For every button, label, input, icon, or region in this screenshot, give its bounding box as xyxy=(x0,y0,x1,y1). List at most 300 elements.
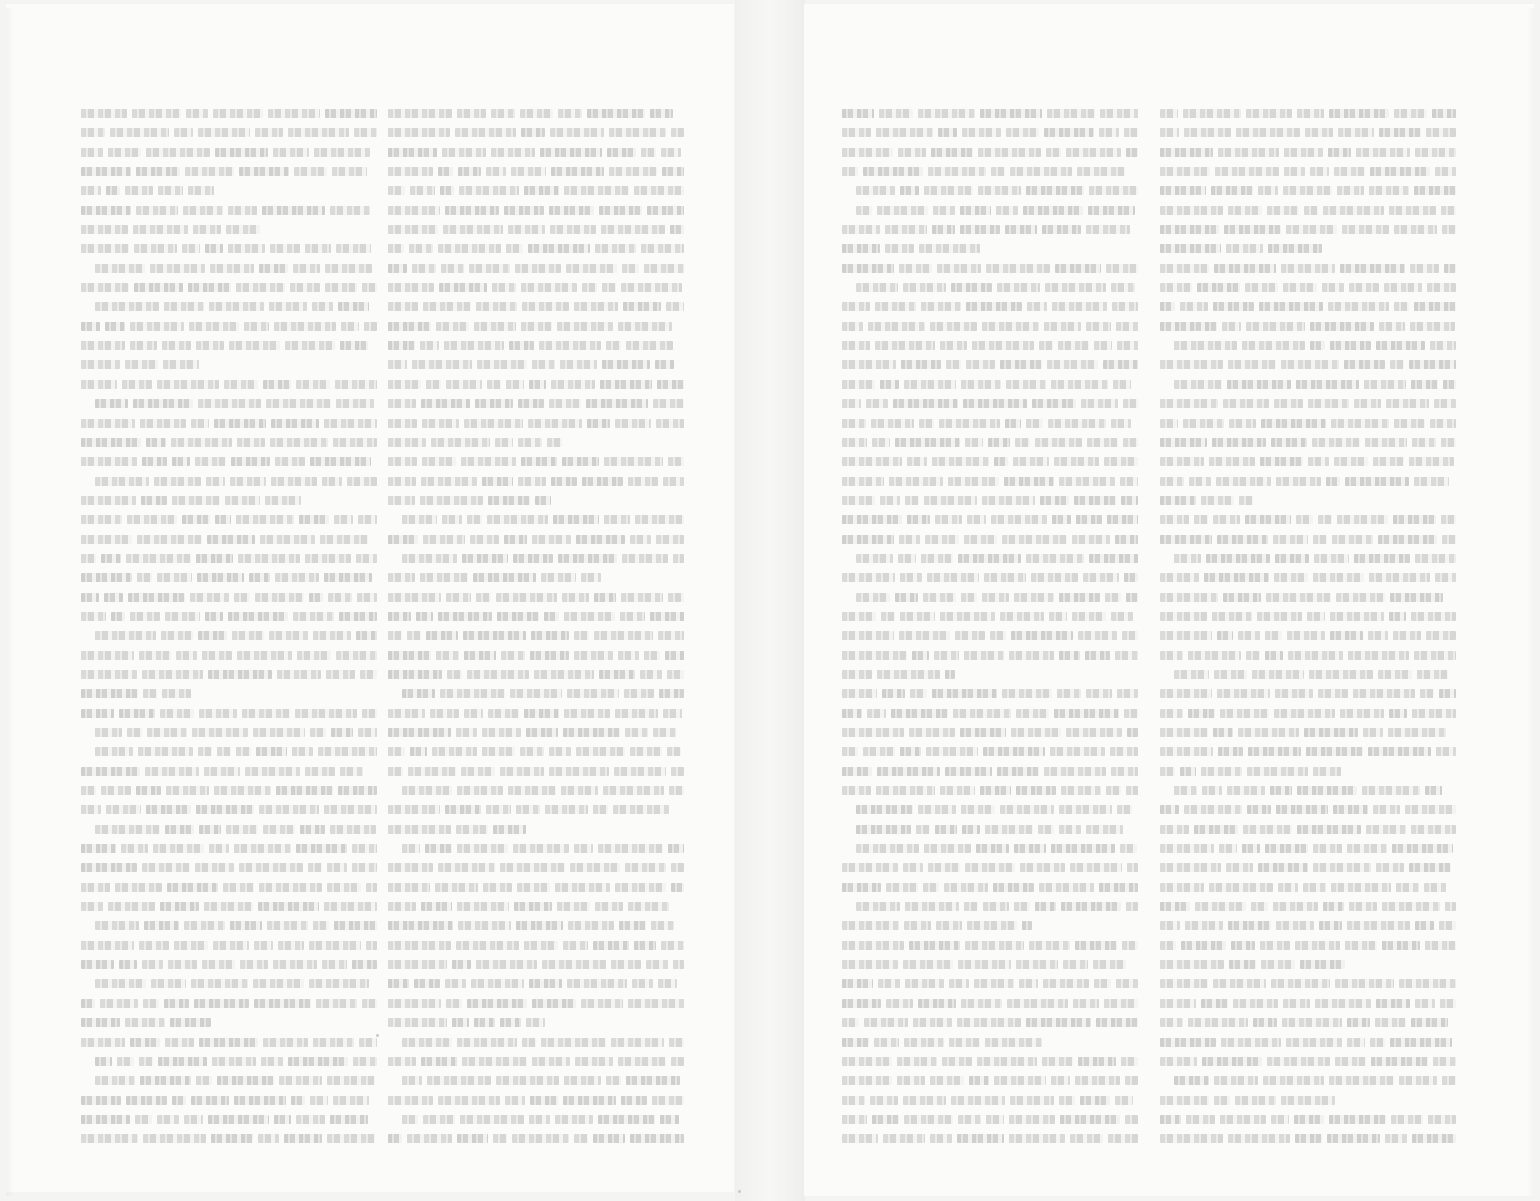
illegible-word xyxy=(1370,167,1430,176)
illegible-word xyxy=(184,921,225,930)
illegible-word xyxy=(1335,1057,1366,1066)
illegible-word xyxy=(1444,264,1456,273)
illegible-word xyxy=(170,1018,211,1027)
illegible-word xyxy=(842,360,896,369)
illegible-text-line xyxy=(81,394,377,413)
illegible-word xyxy=(388,167,433,176)
illegible-text-line xyxy=(388,916,684,935)
illegible-word xyxy=(1086,689,1112,698)
illegible-text-line xyxy=(81,375,377,394)
illegible-word xyxy=(622,264,639,273)
illegible-word xyxy=(842,341,870,350)
illegible-word xyxy=(541,1038,606,1047)
illegible-word xyxy=(274,322,336,331)
illegible-text-line xyxy=(81,414,377,433)
illegible-word xyxy=(285,341,335,350)
illegible-word xyxy=(876,128,933,137)
illegible-word xyxy=(234,593,250,602)
illegible-word xyxy=(1160,283,1192,292)
illegible-word xyxy=(599,206,642,215)
illegible-word xyxy=(1296,380,1359,389)
illegible-word xyxy=(100,999,138,1008)
illegible-word xyxy=(137,535,202,544)
illegible-text-line xyxy=(81,626,377,645)
illegible-word xyxy=(521,322,552,331)
illegible-word xyxy=(441,264,464,273)
illegible-word xyxy=(923,883,939,892)
illegible-word xyxy=(1228,1134,1290,1143)
illegible-word xyxy=(416,612,433,621)
illegible-text-line xyxy=(81,278,377,297)
illegible-word xyxy=(877,767,940,776)
illegible-text-line xyxy=(1160,259,1456,278)
illegible-word xyxy=(1050,747,1105,756)
illegible-word xyxy=(388,709,425,718)
illegible-text-line xyxy=(1160,994,1456,1013)
illegible-word xyxy=(198,399,261,408)
illegible-word xyxy=(609,167,657,176)
illegible-word xyxy=(1412,438,1436,447)
illegible-word xyxy=(557,902,590,911)
illegible-word xyxy=(1083,573,1119,582)
illegible-word xyxy=(986,1115,1004,1124)
illegible-word xyxy=(549,767,609,776)
illegible-word xyxy=(237,651,292,660)
illegible-word xyxy=(199,709,237,718)
illegible-word xyxy=(230,921,262,930)
illegible-word xyxy=(438,167,453,176)
illegible-word xyxy=(534,670,594,679)
illegible-word xyxy=(551,477,577,486)
illegible-text-line xyxy=(1160,820,1456,839)
illegible-word xyxy=(593,1134,625,1143)
illegible-word xyxy=(1106,786,1121,795)
illegible-word xyxy=(1286,225,1337,234)
illegible-word xyxy=(1160,1096,1209,1105)
illegible-word xyxy=(1115,535,1138,544)
illegible-word xyxy=(1122,631,1138,640)
illegible-word xyxy=(312,302,333,311)
illegible-word xyxy=(500,1018,521,1027)
illegible-word xyxy=(1035,902,1056,911)
illegible-word xyxy=(136,786,161,795)
illegible-text-line xyxy=(842,588,1138,607)
illegible-word xyxy=(882,689,905,698)
illegible-word xyxy=(872,438,890,447)
illegible-text-line xyxy=(842,878,1138,897)
illegible-text-line xyxy=(842,1033,1138,1052)
illegible-text-line xyxy=(388,355,684,374)
illegible-text-line xyxy=(388,936,684,955)
illegible-word xyxy=(895,593,918,602)
illegible-word xyxy=(185,167,234,176)
illegible-word xyxy=(81,438,141,447)
illegible-text-line xyxy=(842,955,1138,974)
illegible-text-line xyxy=(842,1110,1138,1129)
illegible-word xyxy=(520,747,544,756)
illegible-word xyxy=(1283,283,1317,292)
illegible-word xyxy=(174,128,193,137)
illegible-word xyxy=(877,670,940,679)
illegible-text-line xyxy=(388,762,684,781)
illegible-word xyxy=(1099,883,1138,892)
illegible-word xyxy=(1044,322,1081,331)
illegible-text-line xyxy=(1160,220,1456,239)
illegible-word xyxy=(960,728,1006,737)
illegible-word xyxy=(388,631,402,640)
illegible-word xyxy=(224,380,258,389)
illegible-word xyxy=(574,651,613,660)
illegible-word xyxy=(324,902,377,911)
illegible-word xyxy=(135,1115,152,1124)
illegible-word xyxy=(957,1018,1021,1027)
illegible-word xyxy=(1313,844,1342,853)
illegible-word xyxy=(1345,941,1377,950)
illegible-text-line xyxy=(388,588,684,607)
illegible-word xyxy=(1160,322,1217,331)
illegible-word xyxy=(259,805,319,814)
illegible-word xyxy=(296,1115,325,1124)
illegible-word xyxy=(1075,1076,1120,1085)
illegible-word xyxy=(293,264,320,273)
illegible-word xyxy=(669,1038,684,1047)
illegible-word xyxy=(196,805,254,814)
illegible-word xyxy=(651,921,674,930)
illegible-word xyxy=(885,225,927,234)
illegible-word xyxy=(477,360,527,369)
illegible-word xyxy=(1195,902,1246,911)
illegible-word xyxy=(1160,999,1196,1008)
illegible-word xyxy=(940,786,975,795)
illegible-word xyxy=(1218,747,1243,756)
illegible-text-line xyxy=(81,800,377,819)
illegible-text-line xyxy=(1160,414,1456,433)
illegible-word xyxy=(863,747,895,756)
illegible-word xyxy=(408,767,456,776)
illegible-word xyxy=(993,883,1034,892)
illegible-word xyxy=(856,844,919,853)
illegible-word xyxy=(1160,960,1224,969)
illegible-word xyxy=(901,360,941,369)
illegible-text-line xyxy=(1160,974,1456,993)
illegible-word xyxy=(128,593,185,602)
illegible-text-line xyxy=(388,878,684,897)
illegible-word xyxy=(1214,1096,1230,1105)
illegible-word xyxy=(196,554,233,563)
illegible-word xyxy=(278,941,304,950)
illegible-word xyxy=(562,457,599,466)
illegible-word xyxy=(1382,902,1440,911)
illegible-word xyxy=(1125,1076,1138,1085)
illegible-word xyxy=(1160,515,1189,524)
illegible-word xyxy=(1085,651,1110,660)
illegible-word xyxy=(1347,921,1410,930)
illegible-word xyxy=(661,941,684,950)
illegible-word xyxy=(1304,728,1358,737)
illegible-word xyxy=(1260,941,1290,950)
illegible-word xyxy=(420,341,439,350)
illegible-word xyxy=(655,360,674,369)
illegible-word xyxy=(1332,535,1373,544)
illegible-word xyxy=(1329,109,1389,118)
illegible-word xyxy=(609,128,666,137)
illegible-word xyxy=(1268,244,1322,253)
illegible-word xyxy=(136,206,178,215)
illegible-word xyxy=(95,302,159,311)
illegible-word xyxy=(228,612,288,621)
illegible-word xyxy=(1252,670,1304,679)
illegible-text-line xyxy=(1160,472,1456,491)
illegible-word xyxy=(101,786,131,795)
illegible-word xyxy=(194,999,249,1008)
illegible-word xyxy=(1160,1115,1181,1124)
illegible-word xyxy=(1006,128,1039,137)
illegible-word xyxy=(238,554,300,563)
illegible-word xyxy=(197,573,244,582)
illegible-text-line xyxy=(388,858,684,877)
illegible-word xyxy=(630,535,651,544)
illegible-word xyxy=(867,709,886,718)
illegible-word xyxy=(421,902,452,911)
illegible-word xyxy=(1039,341,1053,350)
illegible-word xyxy=(940,612,995,621)
illegible-word xyxy=(322,477,342,486)
illegible-word xyxy=(168,960,197,969)
illegible-text-line xyxy=(81,433,377,452)
illegible-word xyxy=(652,1096,684,1105)
illegible-word xyxy=(223,883,254,892)
illegible-word xyxy=(1369,573,1430,582)
illegible-word xyxy=(1426,631,1456,640)
illegible-word xyxy=(1411,612,1456,621)
illegible-word xyxy=(667,670,684,679)
illegible-word xyxy=(456,941,519,950)
illegible-text-line xyxy=(842,684,1138,703)
illegible-word xyxy=(388,941,451,950)
illegible-word xyxy=(1278,883,1298,892)
illegible-word xyxy=(81,863,137,872)
illegible-word xyxy=(81,902,103,911)
illegible-word xyxy=(81,341,125,350)
illegible-word xyxy=(1271,979,1330,988)
illegible-word xyxy=(495,438,513,447)
illegible-word xyxy=(81,1038,125,1047)
illegible-text-line xyxy=(1160,1033,1456,1052)
illegible-word xyxy=(347,477,377,486)
illegible-word xyxy=(530,1096,558,1105)
illegible-word xyxy=(594,593,616,602)
illegible-word xyxy=(260,535,315,544)
illegible-word xyxy=(842,709,862,718)
illegible-word xyxy=(296,380,330,389)
illegible-text-line xyxy=(1160,278,1456,297)
illegible-word xyxy=(388,283,434,292)
illegible-word xyxy=(505,1096,525,1105)
illegible-word xyxy=(316,999,357,1008)
illegible-text-line xyxy=(1160,394,1456,413)
illegible-text-line xyxy=(1160,181,1456,200)
illegible-word xyxy=(647,206,684,215)
illegible-word xyxy=(547,438,562,447)
illegible-word xyxy=(1201,999,1228,1008)
illegible-text-line xyxy=(388,704,684,723)
illegible-word xyxy=(1027,302,1047,311)
illegible-word xyxy=(842,670,872,679)
illegible-word xyxy=(1226,863,1253,872)
illegible-word xyxy=(271,477,317,486)
illegible-word xyxy=(362,283,377,292)
illegible-word xyxy=(1126,593,1138,602)
illegible-word xyxy=(435,883,478,892)
illegible-word xyxy=(524,709,559,718)
illegible-word xyxy=(1016,786,1056,795)
illegible-word xyxy=(640,670,662,679)
illegible-word xyxy=(140,419,186,428)
illegible-word xyxy=(473,573,536,582)
illegible-word xyxy=(842,1134,878,1143)
illegible-word xyxy=(1297,786,1357,795)
illegible-word xyxy=(1094,341,1112,350)
illegible-word xyxy=(1010,167,1072,176)
illegible-word xyxy=(532,999,576,1008)
illegible-word xyxy=(333,1096,369,1105)
illegible-word xyxy=(95,264,145,273)
illegible-word xyxy=(1238,728,1299,737)
illegible-word xyxy=(164,999,189,1008)
illegible-word xyxy=(994,457,1008,466)
illegible-word xyxy=(108,148,141,157)
illegible-word xyxy=(842,148,893,157)
illegible-word xyxy=(1294,1115,1324,1124)
illegible-word xyxy=(842,786,871,795)
illegible-text-line xyxy=(842,452,1138,471)
illegible-word xyxy=(871,419,914,428)
illegible-word xyxy=(875,302,916,311)
illegible-word xyxy=(606,341,621,350)
illegible-word xyxy=(293,612,334,621)
illegible-word xyxy=(1409,457,1454,466)
illegible-word xyxy=(893,399,958,408)
illegible-text-line xyxy=(1160,588,1456,607)
illegible-word xyxy=(545,805,588,814)
illegible-word xyxy=(488,496,530,505)
illegible-word xyxy=(442,515,462,524)
illegible-word xyxy=(916,825,930,834)
illegible-word xyxy=(310,457,371,466)
illegible-word xyxy=(965,438,983,447)
illegible-word xyxy=(1100,109,1138,118)
illegible-word xyxy=(955,631,985,640)
illegible-word xyxy=(1089,186,1138,195)
illegible-word xyxy=(1046,148,1061,157)
illegible-word xyxy=(985,825,1033,834)
illegible-word xyxy=(604,515,630,524)
illegible-word xyxy=(1382,941,1420,950)
illegible-word xyxy=(951,283,992,292)
illegible-text-line xyxy=(842,162,1138,181)
illegible-text-line xyxy=(81,1110,377,1129)
illegible-word xyxy=(422,457,456,466)
illegible-word xyxy=(856,902,900,911)
illegible-text-line xyxy=(1160,897,1456,916)
illegible-word xyxy=(919,244,980,253)
illegible-word xyxy=(1253,1018,1277,1027)
illegible-word xyxy=(1390,1038,1452,1047)
illegible-word xyxy=(388,148,437,157)
illegible-word xyxy=(549,747,571,756)
illegible-word xyxy=(1410,322,1455,331)
illegible-word xyxy=(231,457,270,466)
illegible-word xyxy=(81,283,129,292)
illegible-text-line xyxy=(842,317,1138,336)
illegible-word xyxy=(897,1076,925,1085)
illegible-word xyxy=(1330,341,1371,350)
illegible-word xyxy=(358,515,377,524)
illegible-word xyxy=(982,593,1009,602)
illegible-word xyxy=(1409,863,1451,872)
illegible-word xyxy=(628,477,658,486)
illegible-word xyxy=(242,709,290,718)
illegible-text-line xyxy=(842,568,1138,587)
illegible-text-line xyxy=(842,897,1138,916)
illegible-text-line xyxy=(81,1129,377,1148)
illegible-word xyxy=(1160,767,1175,776)
illegible-text-line xyxy=(1160,858,1456,877)
illegible-word xyxy=(1274,399,1303,408)
illegible-word xyxy=(1394,225,1437,234)
illegible-word xyxy=(253,979,304,988)
illegible-word xyxy=(1415,554,1456,563)
illegible-word xyxy=(388,767,403,776)
illegible-word xyxy=(1226,244,1263,253)
illegible-word xyxy=(1104,457,1138,466)
illegible-word xyxy=(81,999,95,1008)
illegible-word xyxy=(122,380,152,389)
illegible-word xyxy=(963,399,1027,408)
illegible-word xyxy=(1072,535,1110,544)
illegible-word xyxy=(899,631,950,640)
illegible-word xyxy=(967,515,986,524)
illegible-word xyxy=(1201,496,1234,505)
illegible-word xyxy=(625,863,666,872)
illegible-word xyxy=(1258,186,1278,195)
illegible-word xyxy=(1117,689,1138,698)
illegible-word xyxy=(1075,941,1117,950)
illegible-word xyxy=(632,979,653,988)
illegible-word xyxy=(142,670,203,679)
illegible-word xyxy=(518,399,544,408)
illegible-word xyxy=(388,438,426,447)
illegible-word xyxy=(1258,863,1308,872)
illegible-word xyxy=(1213,302,1254,311)
illegible-word xyxy=(1160,728,1208,737)
illegible-word xyxy=(856,206,872,215)
illegible-word xyxy=(234,1096,286,1105)
illegible-text-line xyxy=(842,742,1138,761)
illegible-word xyxy=(506,380,524,389)
illegible-word xyxy=(1217,631,1233,640)
illegible-word xyxy=(165,825,194,834)
illegible-word xyxy=(1393,515,1436,524)
illegible-text-line xyxy=(81,936,377,955)
illegible-word xyxy=(1399,979,1456,988)
illegible-word xyxy=(1220,709,1269,718)
illegible-word xyxy=(199,1038,258,1047)
illegible-text-line xyxy=(81,123,377,142)
illegible-word xyxy=(1160,689,1212,698)
illegible-word xyxy=(842,419,866,428)
illegible-word xyxy=(212,1057,256,1066)
